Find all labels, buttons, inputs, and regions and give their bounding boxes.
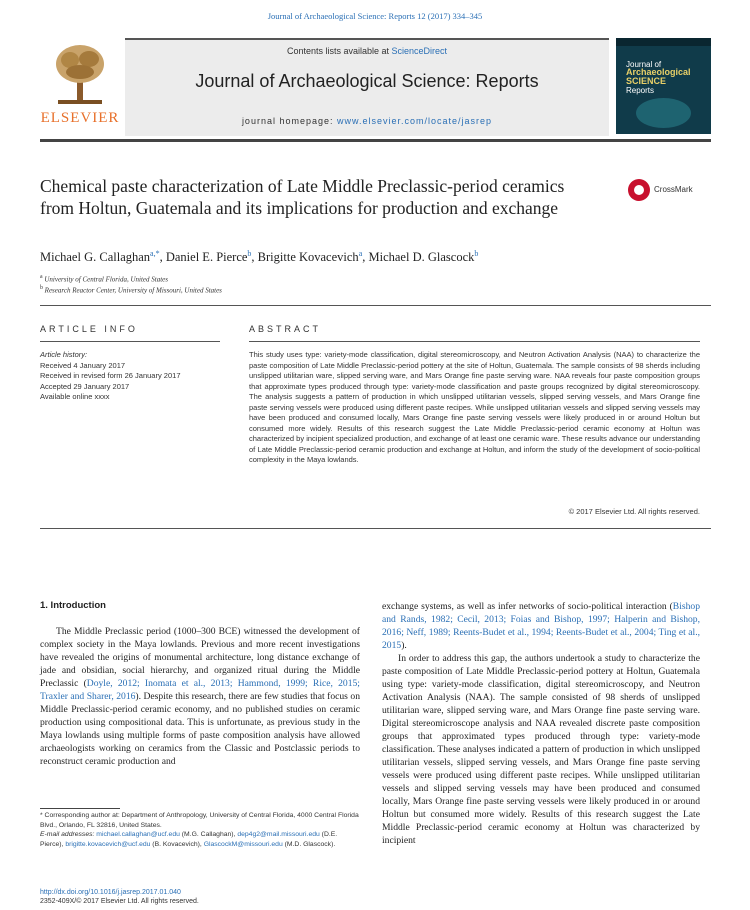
- corresponding-author: * Corresponding author at: Department of Anthropology, University of Central Florida, 4000 Central Florida Blvd., Orlando, FL 32816, United States.: [40, 812, 359, 829]
- email-link[interactable]: michael.callaghan@ucf.edu: [96, 831, 180, 838]
- author-sup[interactable]: a: [358, 249, 363, 258]
- article-history: [40, 350, 220, 403]
- intro-paragraph-1: The Middle Preclassic period (1000–300 BCE) witnessed the development of complex society in the Maya lowlands. Previous and more recent investigations have revealed the origins of monumental architecture, long distance exchange of jade and obsidian, social hierarchy, and organized ritual during the Middle Preclassic (Doyle, 2012; Inomata et al., 2013; Hammond, 1999; Rice, 2015; Traxler and Sharer, 2016). Despite this research, there are few studies that focus on Middle Preclassic-period ceramic economy, and no published studies on ceramic production using compositional data. This is unfortunate, as previous study in the Maya lowlands using multiple forms of paste composition analysis have allowed archaeologists working on ceramics from the Classic and Postclassic periods to reconstruct ceramic production and: [40, 626, 360, 767]
- introduction-heading: 1. Introduction: [40, 600, 106, 611]
- email-link[interactable]: brigitte.kovacevich@ucf.edu: [65, 840, 151, 848]
- cover-line-2: Archaeological SCIENCE: [626, 67, 691, 86]
- abstract-rule: [249, 341, 700, 342]
- author-list: Michael G. Callaghan$^{a,*}$, Daniel E. Pierce$^b$, Brigitte Kovacevich$^a$, Michael D. Glascock$^b$: [40, 249, 479, 265]
- journal-citation[interactable]: Journal of Archaeological Science: Reports 12 (2017) 334–345: [267, 11, 483, 21]
- header-divider: [40, 139, 711, 142]
- cover-line-3: Reports: [626, 86, 655, 95]
- elsevier-wordmark: ELSEVIER: [40, 110, 120, 126]
- intro-paragraph-1-cont: exchange systems, as well as infer networks of socio-political interaction (Bishop and Rands, 1982; Cecil, 2013; Foias and Bishop, 1997; Halperin and Bishop, 2016; Neff, 1989; Reents-Budet et al., 1994; Reents-Budet et al., 2004; Ting et al., 2015).: [382, 601, 700, 651]
- right-column: [382, 600, 700, 847]
- affiliation-a: $^a$ University of Central Florida, United States: [40, 274, 168, 284]
- author-name[interactable]: Brigitte Kovacevich: [257, 250, 359, 265]
- email-link[interactable]: dep4g2@mail.missouri.edu: [237, 831, 320, 838]
- history-accepted: Accepted 29 January 2017: [40, 381, 130, 391]
- history-received: Received 4 January 2017: [40, 360, 126, 370]
- history-online: Available online xxxx: [40, 392, 110, 401]
- author-sup[interactable]: b: [474, 249, 479, 258]
- intro-paragraph-2: In order to address this gap, the authors undertook a study to characterize the paste composition of Late Middle Preclassic-period pottery at Holtun, Guatemala using type: variety-mode classification, digital stereomicroscopy, and Neutron Activation Analysis (NAA). The sample consisted of 98 sherds of unslipped utilitarian ware, slipped serving ware, and Mars Orange fine paste serving ware. Digital stereomicroscope analysis and NAA revealed discrete paste composition groups that approximated types produced through type: variety-mode classification. These analyses indicated a pattern of production in which unslipped utilitarian vessels, slipped serving vessels, and Mars Orange fine paste serving vessels were produced using different paste recipes. While unslipped utilitarian vessels and slipped serving vessels may have been produced and consumed locally, Mars Orange fine paste serving vessels were likely produced in or around Holtun but consumed more widely. Results of this research suggest the Late Middle Preclassic-period ceramic economy at Holtun was characterized by incipient: [382, 653, 700, 846]
- elsevier-logo[interactable]: [40, 40, 120, 130]
- crossmark-badge[interactable]: [628, 177, 708, 207]
- contents-line: Contents lists available at ScienceDirect: [286, 46, 448, 56]
- crossmark-label: CrossMark: [654, 185, 693, 194]
- doi-block: [40, 888, 199, 906]
- author-name[interactable]: Michael G. Callaghan: [40, 250, 151, 265]
- elsevier-tree-icon: [52, 42, 108, 106]
- affiliation-b: $^b$ Research Reactor Center, University of Missouri, United States: [40, 285, 222, 295]
- crossmark-icon: [628, 179, 650, 201]
- author-name[interactable]: Daniel E. Pierce: [165, 250, 248, 265]
- email-link[interactable]: GlascockM@missouri.edu: [203, 840, 283, 848]
- issn-copyright: 2352-409X/© 2017 Elsevier Ltd. All rights reserved.: [40, 898, 199, 905]
- article-title: Chemical paste characterization of Late Middle Preclassic-period ceramics from Holtun, Guatemala and its implications for production and exchange: [40, 176, 565, 218]
- abstract-copyright: © 2017 Elsevier Ltd. All rights reserved.: [568, 507, 700, 516]
- doi-link[interactable]: http://dx.doi.org/10.1016/j.jasrep.2017.01.040: [40, 889, 181, 896]
- left-column: [40, 625, 360, 768]
- abstract-bottom-rule: [40, 528, 711, 529]
- author-name[interactable]: Michael D. Glascock: [368, 250, 475, 265]
- footnote-rule: [40, 808, 120, 809]
- article-info-rule: [40, 341, 220, 342]
- journal-cover[interactable]: [616, 38, 711, 134]
- email-addresses: E-mail addresses: michael.callaghan@ucf.edu (M.G. Callaghan), dep4g2@mail.missouri.edu (D.E. Pierce), brigitte.kovacevich@ucf.edu (B. Kovacevich), GlascockM@missouri.edu (M.D. Glascock).: [40, 831, 338, 848]
- cover-artwork: [636, 98, 691, 128]
- history-label: Article history:: [40, 350, 88, 359]
- homepage-link[interactable]: www.elsevier.com/locate/jasrep: [337, 116, 493, 126]
- journal-title[interactable]: Journal of Archaeological Science: Reports: [195, 71, 539, 91]
- abstract-heading: ABSTRACT: [249, 324, 322, 334]
- journal-header: [125, 38, 609, 136]
- authors-divider: [40, 305, 711, 306]
- author-sup[interactable]: a,*: [150, 249, 160, 258]
- cover-band: [616, 38, 711, 46]
- sciencedirect-link[interactable]: ScienceDirect: [391, 46, 448, 56]
- journal-homepage: journal homepage: www.elsevier.com/locate/jasrep: [241, 116, 493, 126]
- corresponding-footnote: [40, 811, 360, 849]
- citation-links[interactable]: Bishop and Rands, 1982; Cecil, 2013; Foias and Bishop, 1997; Halperin and Bishop, 2016; Neff, 1989; Reents-Budet et al., 1994; Reents-Budet et al., 2004; Ting et al., 2015: [382, 601, 700, 651]
- abstract-text: This study uses type: variety-mode classification, digital stereomicroscopy, and Neutron Activation Analysis (NAA) to characterize the paste composition of Late Middle Preclassic-period pottery at the site of Holtun, Guatemala. The sample consists of 98 sherds including unslipped utilitarian ware, slipped serving ware, and Mars Orange fine paste serving ware. NAA reveals four paste composition groups that approximate types produced through type: variety-mode classification and paste groups recognized by digital stereomicroscopy. The analysis suggests a pattern of production in which unslipped utilitarian vessels, slipped serving vessels, and Mars Orange fine paste serving vessels were produced using different paste recipes. While unslipped utilitarian vessels and slipped serving vessels may have been produced and consumed locally, Mars Orange fine paste serving vessels were likely produced in or around Holtun but consumed more widely. Results of this research suggest the Late Middle Preclassic-period ceramic economy at Holtun was characterized by incipient specialized production, and exchange of at least one ceramic ware. These results advance our understanding of Late Middle Preclassic-period ceramic production and exchange at Holtun, and inform the study of the development of socio-political complexity in the Maya lowlands.: [249, 350, 700, 464]
- citation-links[interactable]: Doyle, 2012; Inomata et al., 2013; Hammond, 1999; Rice, 2015; Traxler and Sharer, 2016: [40, 678, 360, 702]
- cover-line-1: Journal of: [626, 60, 662, 69]
- history-revised: Received in revised form 26 January 2017: [40, 371, 181, 380]
- article-info-heading: ARTICLE INFO: [40, 324, 138, 334]
- author-sup[interactable]: b: [247, 249, 252, 258]
